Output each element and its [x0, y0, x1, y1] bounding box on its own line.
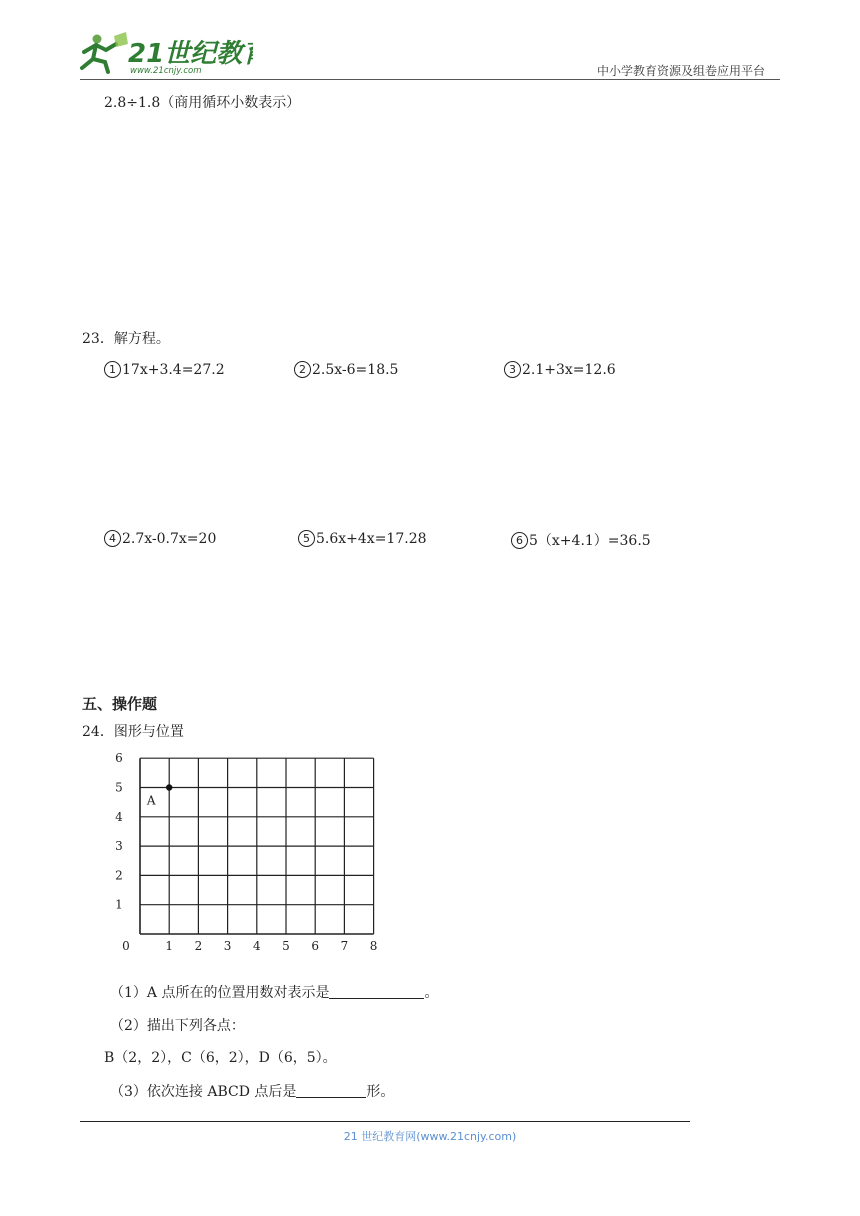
x-tick-label: 8 — [369, 939, 378, 953]
sub1-end: 。 — [424, 985, 439, 1001]
y-tick-label: 3 — [115, 839, 123, 854]
equation-text: 17x+3.4=27.2 — [122, 362, 225, 378]
site-logo — [78, 30, 253, 78]
y-tick-label: 4 — [115, 809, 123, 824]
q22-expression: 2.8÷1.8（商用循环小数表示） — [104, 95, 301, 111]
circled-number: 1 — [104, 361, 121, 378]
x-tick-label: 0 — [122, 939, 130, 953]
q24-sub3 — [110, 1081, 394, 1101]
sub1-text: （1）A 点所在的位置用数对表示是 — [110, 985, 330, 1001]
header-platform-text: 中小学教育资源及组卷应用平台 — [597, 64, 766, 78]
footer-text: 21 世纪教育网(www.21cnjy.com) — [343, 1130, 517, 1143]
circled-number: 2 — [294, 361, 311, 378]
q24-title: 24．图形与位置 — [82, 724, 184, 740]
sub3-end: 形。 — [366, 1084, 395, 1100]
q24-points: B（2，2），C（6，2），D（6，5）。 — [104, 1050, 337, 1066]
answer-blank-2[interactable] — [296, 1083, 366, 1098]
sub3-text: （3）依次连接 ABCD 点后是 — [110, 1084, 297, 1100]
y-tick-label: 6 — [115, 751, 123, 766]
equation-text: 5（x+4.1）=36.5 — [529, 533, 651, 549]
equation-4 — [104, 530, 216, 547]
equation-text: 2.1+3x=12.6 — [522, 362, 616, 378]
y-tick-label: 1 — [115, 897, 123, 912]
runner-icon — [82, 32, 128, 72]
x-tick-label: 3 — [223, 939, 232, 953]
equation-5 — [298, 530, 427, 547]
coordinate-grid — [108, 750, 388, 965]
circled-number: 5 — [298, 530, 315, 547]
footer-divider — [80, 1121, 690, 1122]
equation-3 — [504, 361, 616, 378]
x-tick-label: 5 — [282, 939, 290, 953]
x-tick-label: 1 — [165, 939, 174, 953]
equation-6 — [511, 530, 651, 550]
equation-2 — [294, 361, 398, 378]
answer-blank-1[interactable] — [329, 984, 424, 999]
equation-1 — [104, 361, 225, 378]
q23-title: 23．解方程。 — [82, 331, 170, 347]
y-tick-label: 2 — [115, 868, 123, 883]
circled-number: 6 — [511, 532, 528, 549]
point-a-dot — [166, 784, 172, 790]
x-tick-label: 2 — [194, 939, 203, 953]
logo-text: 21世纪教 — [128, 39, 243, 69]
y-tick-label: 5 — [115, 780, 123, 795]
q24-sub2: （2）描出下列各点： — [110, 1018, 245, 1034]
point-a-label: A — [146, 793, 156, 808]
equation-text: 2.5x-6=18.5 — [312, 362, 399, 378]
x-tick-label: 6 — [311, 939, 320, 953]
circled-number: 3 — [504, 361, 521, 378]
section-title: 五、操作题 — [82, 695, 158, 713]
logo-url: www.21cnjy.com — [130, 66, 202, 76]
header-divider — [80, 79, 780, 80]
q24-sub1 — [110, 982, 438, 1002]
x-tick-label: 4 — [252, 939, 261, 953]
x-tick-label: 7 — [340, 939, 349, 953]
equation-text: 2.7x-0.7x=20 — [122, 531, 217, 547]
circled-number: 4 — [104, 530, 121, 547]
equation-text: 5.6x+4x=17.28 — [316, 531, 427, 547]
